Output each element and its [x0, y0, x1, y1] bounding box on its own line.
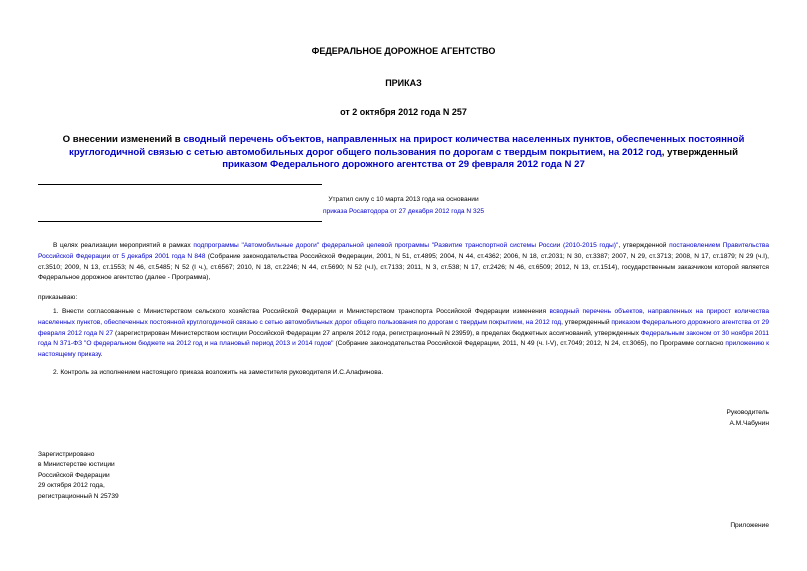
- status-note-link[interactable]: приказа Росавтодора от 27 декабря 2012 года N 325: [322, 208, 485, 215]
- registration-line-4: 29 октября 2012 года,: [38, 482, 105, 490]
- preamble-link-subprogram[interactable]: подпрограммы "Автомобильные дороги" федеральной целевой программы "Развитие транспортной системы России (2010-2015 годы)": [193, 242, 619, 249]
- preamble-text-3: (Собрание законодательства Российской Федерации, 2001, N 51, ст.4895; 2004, N 44, ст.4362; 2006, N 18, ст.2031; N 30, ст.3387; 2007, N 29, ст.3713; 2008, N 17, ст.1879; N 29 (ч.I), ст.3510; 2009, N 13, ст.1553; N 46, ст.5485; N 52 (I ч.), ст.6567; 2010, N 18, ст.2246; N 44, ст.5690; N 52 (ч.I), ст.7133; 2011, N 3, ст.538; N 17, ст.2426; N 46, ст.6509; 2012, N 13, ст.1514), государственным заказчиком которой является Федеральное дорожное агентство (далее - Программа),: [38, 252, 769, 282]
- title-link-summary-list[interactable]: сводный перечень объектов, направленных на прирост количества населенных пунктов, обеспеченных постоянной круглогодичной связью с сетью автомобильных дорог общего пользования по дорогам с твердым покрытием, на 2012 год: [69, 134, 745, 158]
- preamble-paragraph: [38, 241, 769, 284]
- order-word: приказываю:: [38, 294, 78, 301]
- doc-type: ПРИКАЗ: [385, 78, 422, 88]
- appendix-label: Приложение: [730, 522, 769, 529]
- signature-position: Руководитель: [726, 409, 769, 416]
- title-link-order[interactable]: приказом Федерального дорожного агентства от 29 февраля 2012 года N 27: [222, 159, 585, 170]
- item-1-text-5: .: [100, 351, 103, 359]
- preamble-text-2: , утвержденной: [618, 242, 670, 249]
- item-2-text: 2. Контроль за исполнением настоящего приказа возложить на заместителя руководителя И.С.Алафинова.: [53, 369, 384, 376]
- status-note-text: Утратил силу с 10 марта 2013 года на основании: [328, 196, 479, 203]
- item-2-paragraph: [38, 368, 769, 379]
- document-title: [50, 134, 757, 172]
- item-1-text-4: (Собрание законодательства Российской Федерации, 2011, N 49 (ч. I-V), ст.7049; 2012, N 24, ст.3065), по Программе согласно: [333, 340, 726, 348]
- registration-block: [38, 450, 119, 502]
- item-1-paragraph: [38, 307, 769, 361]
- preamble-text-1: В целях реализации мероприятий в рамках: [53, 242, 194, 249]
- item-1-link-federal-law[interactable]: Федеральным законом от 30 ноября 2011 года N 371-ФЗ "О федеральном бюджете на 2012 год и на плановый период 2013 и 2014 годов": [38, 329, 769, 348]
- registration-line-1: Зарегистрировано: [38, 451, 95, 458]
- item-1-text-2: , утвержденный: [561, 318, 612, 326]
- signature-name: А.М.Чабунин: [729, 419, 769, 427]
- item-1-link-appendix[interactable]: приложению к настоящему приказу: [38, 340, 769, 359]
- item-1-link-order[interactable]: приказом Федерального дорожного агентства от 29 февраля 2012 года N 27: [38, 318, 769, 337]
- preamble-link-resolution[interactable]: постановлением Правительства Российской Федерации от 5 декабря 2001 года N 848: [38, 242, 770, 260]
- status-note: [200, 194, 607, 218]
- item-1-text-1: 1. Внести согласованные с Министерством сельского хозяйства Российской Федерации и Министерством транспорта Российской Федерации изменения: [53, 308, 550, 315]
- title-prefix: О внесении изменений в: [62, 134, 184, 145]
- title-middle: , утвержденный: [661, 146, 738, 158]
- registration-line-5: регистрационный N 25739: [38, 492, 119, 500]
- divider-bottom: [38, 221, 322, 222]
- item-1-text-3: (зарегистрирован Министерством юстиции Российской Федерации 27 апреля 2012 года, регистрационный N 23959), в пределах бюджетных ассигнований, утвержденных: [113, 329, 641, 337]
- divider-top: [38, 184, 322, 185]
- registration-line-2: в Министерстве юстиции: [38, 461, 115, 469]
- signature-block: [727, 408, 769, 429]
- registration-line-3: Российской Федерации: [38, 471, 110, 479]
- item-1-link-summary-list[interactable]: всводный перечень объектов, направленных на прирост количества населенных пунктов, обеспеченных постоянной круглогодичной связью с сетью автомобильных дорог общего пользования по дорогам с твердым покрытием, на 2012 год: [38, 308, 769, 326]
- doc-date: от 2 октября 2012 года N 257: [340, 107, 467, 117]
- agency-name: ФЕДЕРАЛЬНОЕ ДОРОЖНОЕ АГЕНТСТВО: [311, 46, 496, 56]
